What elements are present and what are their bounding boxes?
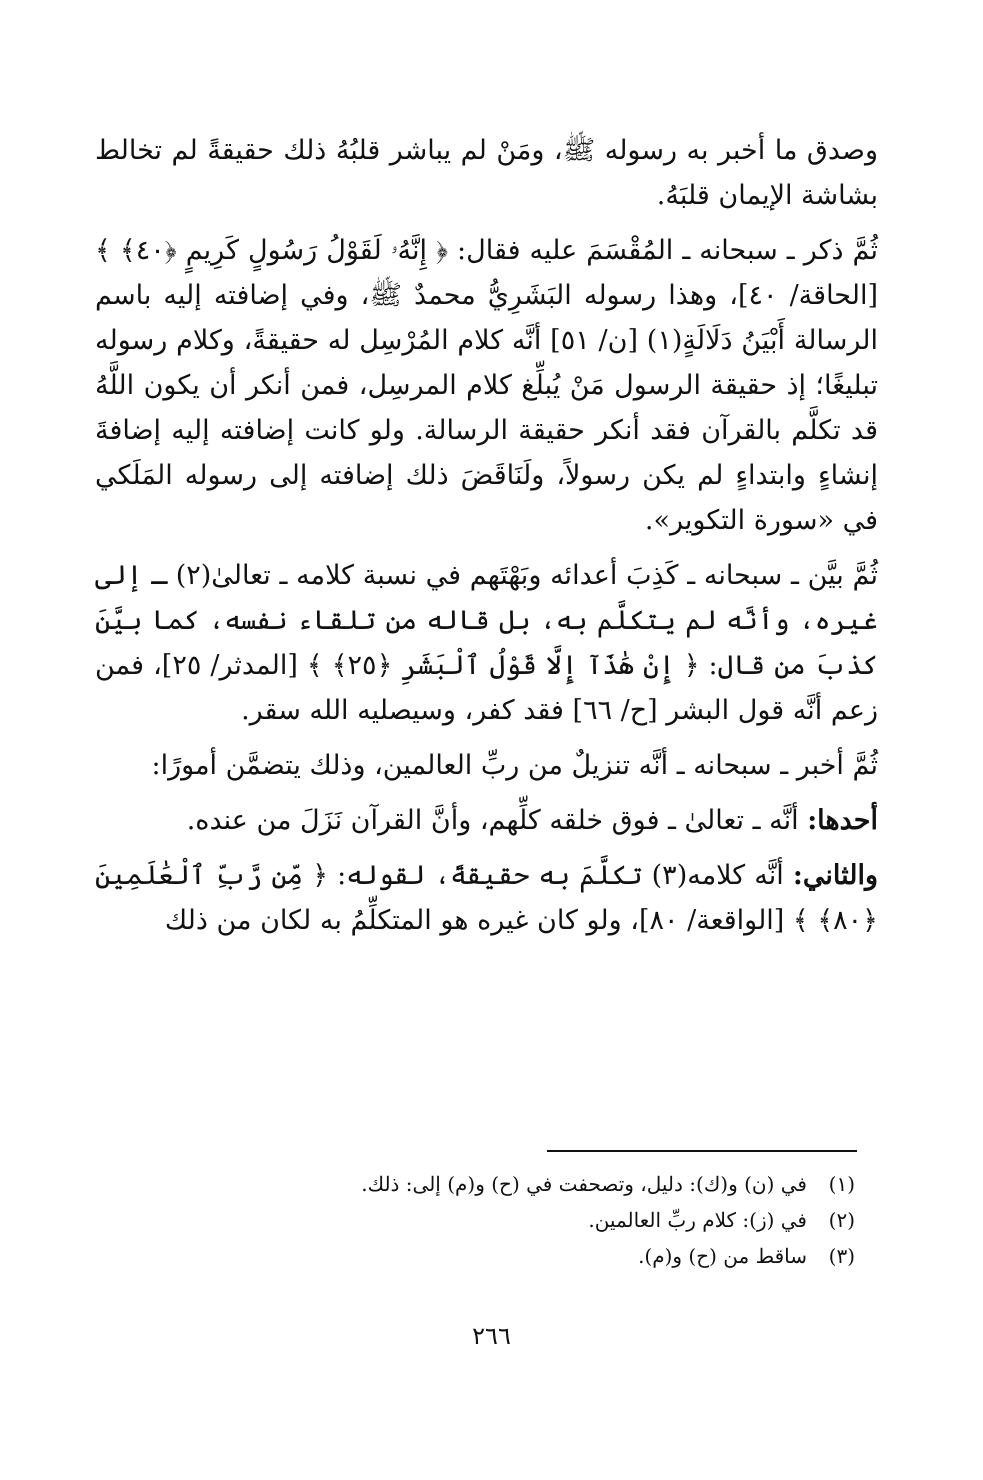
footnote-divider (547, 1150, 857, 1152)
page-number: ٢٦٦ (472, 1322, 511, 1350)
paragraph (95, 743, 878, 788)
footnote (120, 1166, 855, 1202)
paragraph-lead: والثاني: (792, 860, 878, 891)
footnote-number: (٢) (828, 1208, 855, 1232)
footnotes (120, 1166, 855, 1274)
paragraph (95, 128, 878, 218)
footnote-number: (١) (828, 1172, 855, 1196)
paragraph-text: ثُمَّ بيَّن ـ سبحانه ـ كَذِبَ أعدائه وبَهْتَهم في نسبة كلامه ـ تعالىٰ(٢) ـ إلى غيره، وأنَّه لم يتكلَّم به، بل قاله من تلقاء نفسه، كما بيَّنَ كذبَ من قال: ﴿ إِنْ هَٰذَآ إِلَّا قَوْلُ ٱلْبَشَرِ ﴿٢٥﴾ ﴾ [المدثر/ ٢٥]، فمن زعم أنَّه قول البشر [ح/ ٦٦] فقد كفر، وسيصليه الله سقر. (95, 560, 879, 726)
main-text (95, 128, 878, 953)
footnote-text: في (ن) و(ك): دليل، وتصحفت في (ح) و(م) إلى: ذلك. (361, 1172, 807, 1196)
footnote (120, 1238, 855, 1274)
paragraph-text: ثُمَّ ذكر ـ سبحانه ـ المُقْسَمَ عليه فقال: ﴿ إِنَّهُۥ لَقَوْلُ رَسُولٍ كَرِيمٍ ﴿٤٠﴾ ﴾ [الحاقة/ ٤٠]، وهذا رسوله البَشَرِيُّ محمدٌ ﷺ، وفي إضافته إليه باسم الرسالة أَبْيَنُ دَلَالَةٍ(١) [ن/ ٥١] أنَّه كلام المُرْسِل له حقيقةً، وكلام رسوله تبليغًا؛ إذ حقيقة الرسول مَنْ يُبلِّغ كلام المرسِل، فمن أنكر أن يكون اللَّهُ قد تكلَّم بالقرآن فقد أنكر حقيقة الرسالة. ولو كانت إضافته إليه إضافةَ إنشاءٍ وابتداءٍ لم يكن رسولاً، ولَنَاقَضَ ذلك إضافته إلى رسوله المَلَكي في «سورة التكوير». (95, 235, 878, 536)
paragraph-text: أنَّه كلامه(٣) تكلَّمَ به حقيقةً، لقوله: ﴿ مِّن رَّبِّ ٱلْعَٰلَمِينَ ﴿٨٠﴾ ﴾ [الواقعة/ ٨٠]، ولو كان غيره هو المتكلِّمُ به لكان من ذلك (95, 860, 878, 936)
footnote (120, 1202, 855, 1238)
paragraph-text: وصدق ما أخبر به رسوله ﷺ، ومَنْ لم يباشر قلبُهُ ذلك حقيقةً لم تخالط بشاشة الإيمان قلبَهُ. (95, 135, 878, 211)
paragraph (95, 228, 878, 543)
paragraph (95, 853, 878, 943)
footnote-text: في (ز): كلام ربِّ العالمين. (588, 1208, 807, 1232)
footnote-text: ساقط من (ح) و(م). (638, 1244, 807, 1268)
paragraph (95, 798, 878, 843)
footnote-number: (٣) (828, 1244, 855, 1268)
paragraph (95, 553, 878, 733)
paragraph-text: أنَّه ـ تعالىٰ ـ فوق خلقه كلِّهم، وأنَّ القرآن نَزَلَ من عنده. (186, 805, 799, 836)
paragraph-lead: أحدها: (807, 805, 878, 836)
paragraph-text: ثُمَّ أخبر ـ سبحانه ـ أنَّه تنزيلٌ من ربِّ العالمين، وذلك يتضمَّن أمورًا: (151, 750, 878, 781)
